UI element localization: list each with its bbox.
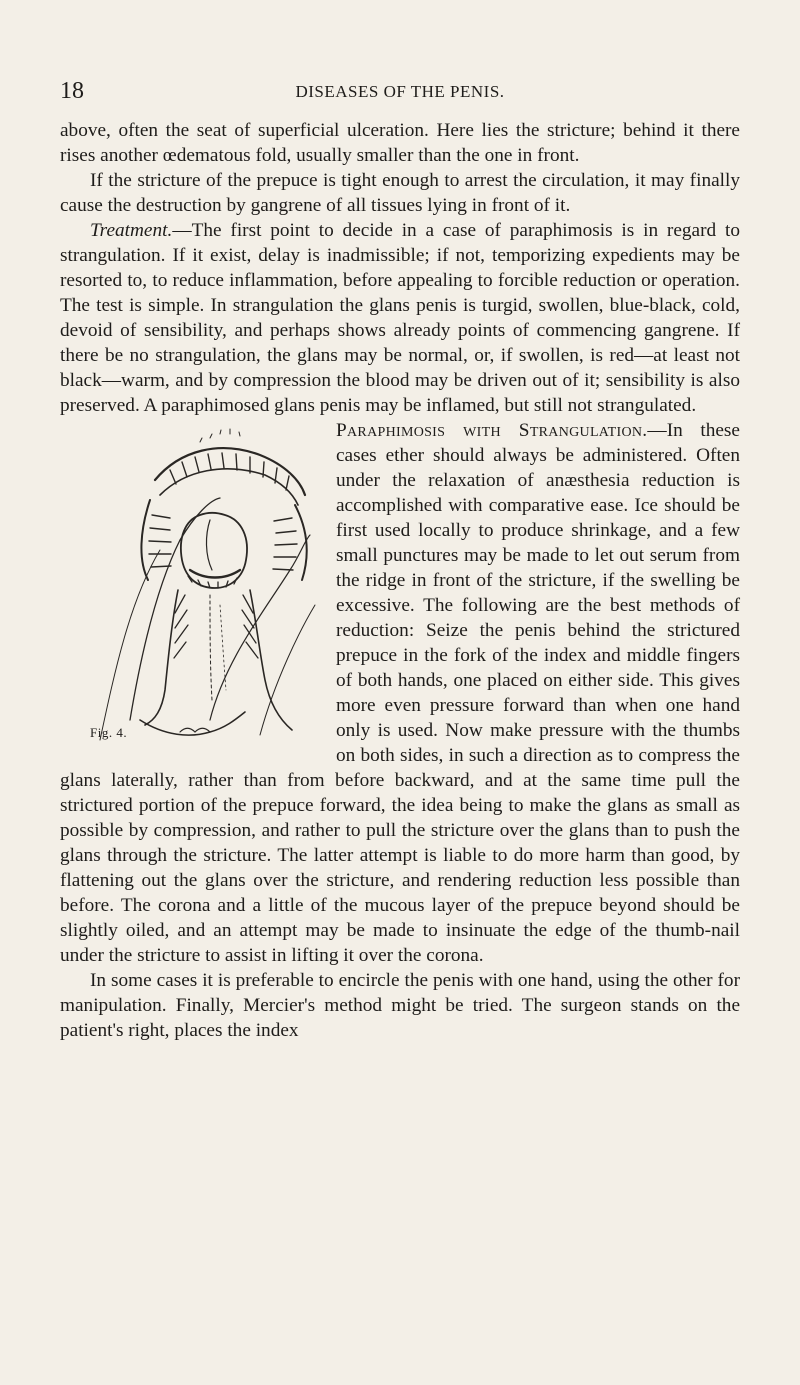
section-label-treatment: Treatment. [90,220,173,241]
running-head: DISEASES OF THE PENIS. [295,82,505,101]
page-number: 18 [60,78,84,104]
paragraph: If the stricture of the prepuce is tight enough to arrest the circulation, it may finally cause the destruction by gangrene of all tissues lying in front of it. [60,170,740,216]
body-text [60,118,740,1043]
paragraph [60,218,740,418]
paragraph: above, often the seat of superficial ulceration. Here lies the stricture; behind it there rises another œdematous fold, usually smaller than the one in front. [60,120,740,166]
paraphimosis-illustration [60,420,328,750]
figure-caption: Fig. 4. [90,725,128,740]
page-header [60,78,740,108]
paragraph: In some cases it is preferable to encircle the penis with one hand, using the other for manipulation. Finally, Mercier's method might be tried. The surgeon stands on the patient's right, places the index [60,970,740,1041]
figure-4 [60,420,328,750]
paragraph-text: —In these cases ether should always be administered. Often under the relaxation of anæsthesia reduction is accomplished with comparative ease. Ice should be first used locally to produce shrinkage, and a few small punctures may be made to let out serum from the ridge in front of the stricture, if the swelling be excessive. The following are the best methods of reduction: Seize the penis behind the strictured prepuce in the fork of the index and middle fingers of both hands, one placed on either side. This gives more even pressure forward than when one hand only is used. Now make pressure with the thumbs on both sides, in such a direction as to compress the glans laterally, rather than from before backward, and at the same time pull the strictured portion of the prepuce forward, the idea being to make the glans as small as possible by compression, and rather to pull the stricture over the glans than to push the glans through the stricture. The latter attempt is liable to do more harm than good, by flattening out the glans over the stricture, and rendering reduction less possible than before. The corona and a little of the mucous layer of the prepuce beyond should be slightly oiled, and an attempt may be made to insinuate the edge of the thumb-nail under the stricture to assist in lifting it over the corona. [60,420,740,966]
paragraph-text: —The first point to decide in a case of paraphimosis is in regard to strangulation. If it exist, delay is inadmissible; if not, temporizing expedients may be resorted to, to reduce inflammation, before appealing to forcible reduction or operation. The test is simple. In strangulation the glans penis is turgid, swollen, blue-black, cold, devoid of sensibility, and perhaps shows already points of commencing gangrene. If there be no strangulation, the glans may be normal, or, if swollen, is red—at least not black—warm, and by compression the blood may be driven out of it; sensibility is also preserved. A paraphimosed glans penis may be inflamed, but still not strangulated. [60,220,740,416]
section-heading-paraphimosis-with-strangulation: Paraphimosis with Strangulation. [336,420,648,441]
